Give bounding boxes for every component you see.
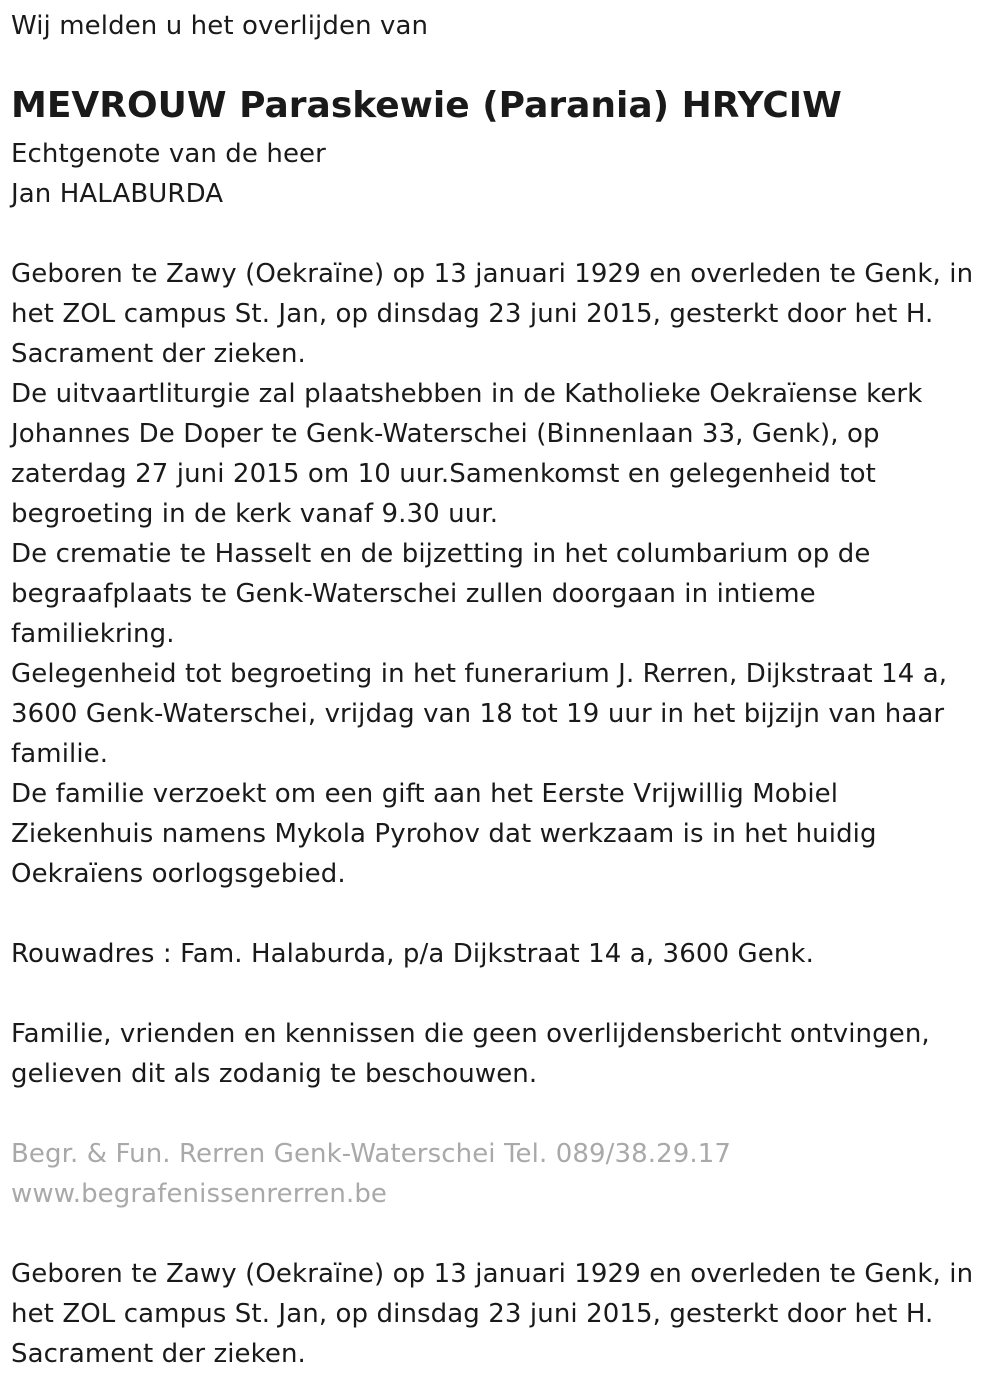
body-line: Gelegenheid tot begroeting in het funerarium J. Rerren, Dijkstraat 14 a, <box>11 659 948 689</box>
body-line: zaterdag 27 juni 2015 om 10 uur.Samenkomst en gelegenheid tot <box>11 459 876 489</box>
funeral-home-section <box>11 1134 731 1214</box>
body-line: De crematie te Hasselt en de bijzetting in het columbarium op de <box>11 539 871 569</box>
spouse-line-2: Jan HALABURDA <box>11 179 224 209</box>
notice-line: gelieven dit als zodanig te beschouwen. <box>11 1059 538 1089</box>
body-line: Geboren te Zawy (Oekraïne) op 13 januari 1929 en overleden te Genk, in <box>11 259 974 289</box>
body-line: het ZOL campus St. Jan, op dinsdag 23 juni 2015, gesterkt door het H. <box>11 299 934 329</box>
spouse-section <box>11 134 326 214</box>
spouse-line-1: Echtgenote van de heer <box>11 139 326 169</box>
body-line: Johannes De Doper te Genk-Waterschei (Binnenlaan 33, Genk), op <box>11 419 880 449</box>
intro-section <box>11 6 428 46</box>
mourning-address-section <box>11 934 814 974</box>
funeral-home-website: www.begrafenissenrerren.be <box>11 1179 388 1209</box>
body-line: begroeting in de kerk vanaf 9.30 uur. <box>11 499 499 529</box>
body-line: De uitvaartliturgie zal plaatshebben in de Katholieke Oekraïense kerk <box>11 379 923 409</box>
repeat-line: het ZOL campus St. Jan, op dinsdag 23 juni 2015, gesterkt door het H. <box>11 1299 934 1329</box>
body-line: familie. <box>11 739 109 769</box>
repeat-line: Geboren te Zawy (Oekraïne) op 13 januari 1929 en overleden te Genk, in <box>11 1259 974 1289</box>
funeral-home-contact: Begr. & Fun. Rerren Genk-Waterschei Tel. 089/38.29.17 <box>11 1139 732 1169</box>
body-line: Oekraïens oorlogsgebied. <box>11 859 346 889</box>
intro-text: Wij melden u het overlijden van <box>11 11 429 41</box>
body-line: begraafplaats te Genk-Waterschei zullen doorgaan in intieme <box>11 579 816 609</box>
deceased-name: MEVROUW Paraskewie (Parania) HRYCIW <box>11 85 842 126</box>
body-line: Ziekenhuis namens Mykola Pyrohov dat werkzaam is in het huidig <box>11 819 877 849</box>
body-line: 3600 Genk-Waterschei, vrijdag van 18 tot 19 uur in het bijzijn van haar <box>11 699 945 729</box>
repeated-birth-death-section <box>11 1254 973 1374</box>
body-line: Sacrament der zieken. <box>11 339 306 369</box>
notice-section <box>11 1014 930 1094</box>
repeat-line: Sacrament der zieken. <box>11 1339 306 1369</box>
body-line: familiekring. <box>11 619 175 649</box>
body-line: De familie verzoekt om een gift aan het Eerste Vrijwillig Mobiel <box>11 779 839 809</box>
obituary-body <box>11 254 973 894</box>
mourning-address: Rouwadres : Fam. Halaburda, p/a Dijkstraat 14 a, 3600 Genk. <box>11 939 814 969</box>
notice-line: Familie, vrienden en kennissen die geen overlijdensbericht ontvingen, <box>11 1019 930 1049</box>
